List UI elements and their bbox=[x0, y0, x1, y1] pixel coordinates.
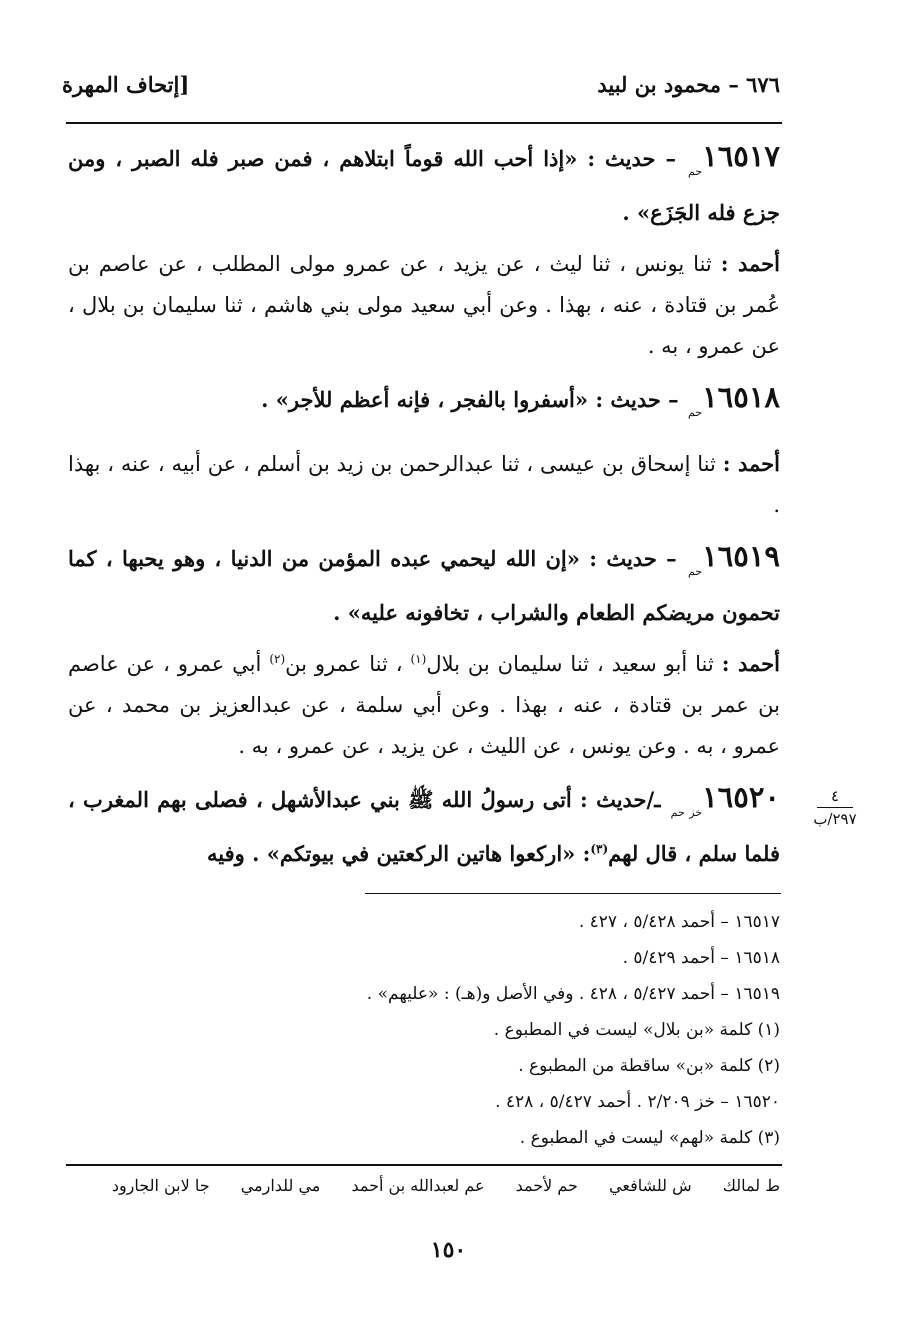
footnote-ref-3: (٣) bbox=[590, 842, 609, 856]
footnote-line: ١٦٥٢٠ – خز ٢/٢٠٩ . أحمد ٥/٤٢٧ ، ٤٢٨ . bbox=[495, 1092, 780, 1112]
isnad-16519 bbox=[68, 643, 780, 767]
isnad-text-part: ثنا أبو سعيد ، ثنا سليمان بن بلال bbox=[426, 652, 714, 676]
footnote-ref-2: (٢) bbox=[269, 652, 286, 666]
hadith-text: – حديث : «إذا أحب الله قوماً ابتلاهم ، فمن صبر فله الصبر ، ومن جزع فله الجَزَع» . bbox=[68, 146, 780, 225]
abbreviation-key bbox=[86, 1176, 780, 1195]
footnote-line: ١٦٥١٩ – أحمد ٥/٤٢٧ ، ٤٢٨ . وفي الأصل و(هـ) : «عليهم» . bbox=[366, 984, 780, 1004]
main-text bbox=[68, 136, 780, 874]
source-code: حم bbox=[687, 406, 703, 419]
hadith-number: ١٦٥١٧ bbox=[702, 139, 781, 173]
footnote-line: (٣) كلمة «لهم» ليست في المطبوع . bbox=[519, 1128, 780, 1148]
hadith-number: ١٦٥٢٠ bbox=[702, 780, 780, 814]
running-header-chapter: ٦٧٦ – محمود بن لبيد bbox=[597, 72, 780, 97]
hadith-16517 bbox=[68, 136, 780, 233]
footnote-line: (٢) كلمة «بن» ساقطة من المطبوع . bbox=[518, 1056, 780, 1076]
page-number: ١٥٠ bbox=[430, 1237, 467, 1263]
key-item: جا لابن الجارود bbox=[111, 1176, 210, 1195]
isnad-16517 bbox=[68, 243, 780, 367]
key-item: عم لعبدالله بن أحمد bbox=[351, 1176, 485, 1195]
hadith-text: – حديث : «أسفروا بالفجر ، فإنه أعظم للأجر» . bbox=[261, 387, 679, 412]
manuscript-folio-note bbox=[805, 787, 865, 828]
isnad-lead: أحمد : bbox=[721, 651, 780, 676]
key-item: ط لمالك bbox=[722, 1176, 780, 1195]
source-code: خز حم bbox=[670, 806, 703, 819]
key-item: ش للشافعي bbox=[609, 1176, 692, 1195]
footnotes bbox=[240, 904, 780, 1156]
source-code: حم bbox=[688, 165, 703, 178]
footnote-divider bbox=[365, 893, 781, 894]
key-item: حم لأحمد bbox=[515, 1176, 578, 1195]
footnote-line: ١٦٥١٨ – أحمد ٥/٤٢٩ . bbox=[622, 948, 780, 968]
key-divider bbox=[66, 1164, 782, 1166]
hadith-16520 bbox=[68, 777, 780, 874]
header-divider bbox=[66, 122, 782, 124]
hadith-16518 bbox=[68, 377, 780, 433]
source-code: حم bbox=[687, 565, 703, 578]
hadith-text: – حديث : «إن الله ليحمي عبده المؤمن من الدنيا ، وهو يحبها ، كما تحمون مريضكم الطعام والشراب ، تخافونه عليه» . bbox=[68, 546, 780, 625]
folio-note-top: ٤ bbox=[817, 787, 853, 808]
isnad-text-part: أبي عمرو ، عن عاصم بن عمر بن قتادة ، عنه ، بهذا . وعن أبي سلمة ، عن عبدالعزيز بن محمد ، عن عمرو ، به . وعن يونس ، عن الليث ، عن يزيد ، عن عمرو ، به . bbox=[68, 652, 780, 758]
footnote-ref-1: (١) bbox=[410, 652, 427, 666]
isnad-lead: أحمد : bbox=[720, 251, 780, 276]
hadith-16519 bbox=[68, 536, 780, 633]
running-header-book-title: [إتحاف المهرة bbox=[62, 72, 190, 97]
folio-note-bottom: ٢٩٧/ب bbox=[813, 810, 857, 828]
key-item: مي للدارمي bbox=[240, 1176, 321, 1195]
isnad-text-part: ، ثنا عمرو بن bbox=[285, 652, 411, 676]
isnad-text: ثنا إسحاق بن عيسى ، ثنا عبدالرحمن بن زيد بن أسلم ، عن أبيه ، عنه ، بهذا . bbox=[68, 452, 780, 517]
isnad-text: ثنا يونس ، ثنا ليث ، عن يزيد ، عن عمرو مولى المطلب ، عن عاصم بن عُمر بن قتادة ، عنه ، بهذا . وعن أبي سعيد مولى بني هاشم ، ثنا سليمان بن بلال ، عن عمرو ، به . bbox=[68, 252, 780, 358]
isnad-lead: أحمد : bbox=[722, 451, 780, 476]
hadith-number: ١٦٥١٩ bbox=[702, 539, 780, 573]
hadith-text-part: : «اركعوا هاتين الركعتين في بيوتكم» . وفيه bbox=[207, 841, 591, 866]
footnote-line: (١) كلمة «بن بلال» ليست في المطبوع . bbox=[493, 1020, 780, 1040]
hadith-number: ١٦٥١٨ bbox=[702, 380, 780, 414]
footnote-line: ١٦٥١٧ – أحمد ٥/٤٢٨ ، ٤٢٧ . bbox=[578, 912, 780, 932]
isnad-16518 bbox=[68, 443, 780, 526]
hadith-text-part: ـ/حديث : أتى رسولُ الله ﷺ بني عبدالأشهل ، فصلى بهم المغرب ، فلما سلم ، قال لهم bbox=[68, 787, 780, 866]
